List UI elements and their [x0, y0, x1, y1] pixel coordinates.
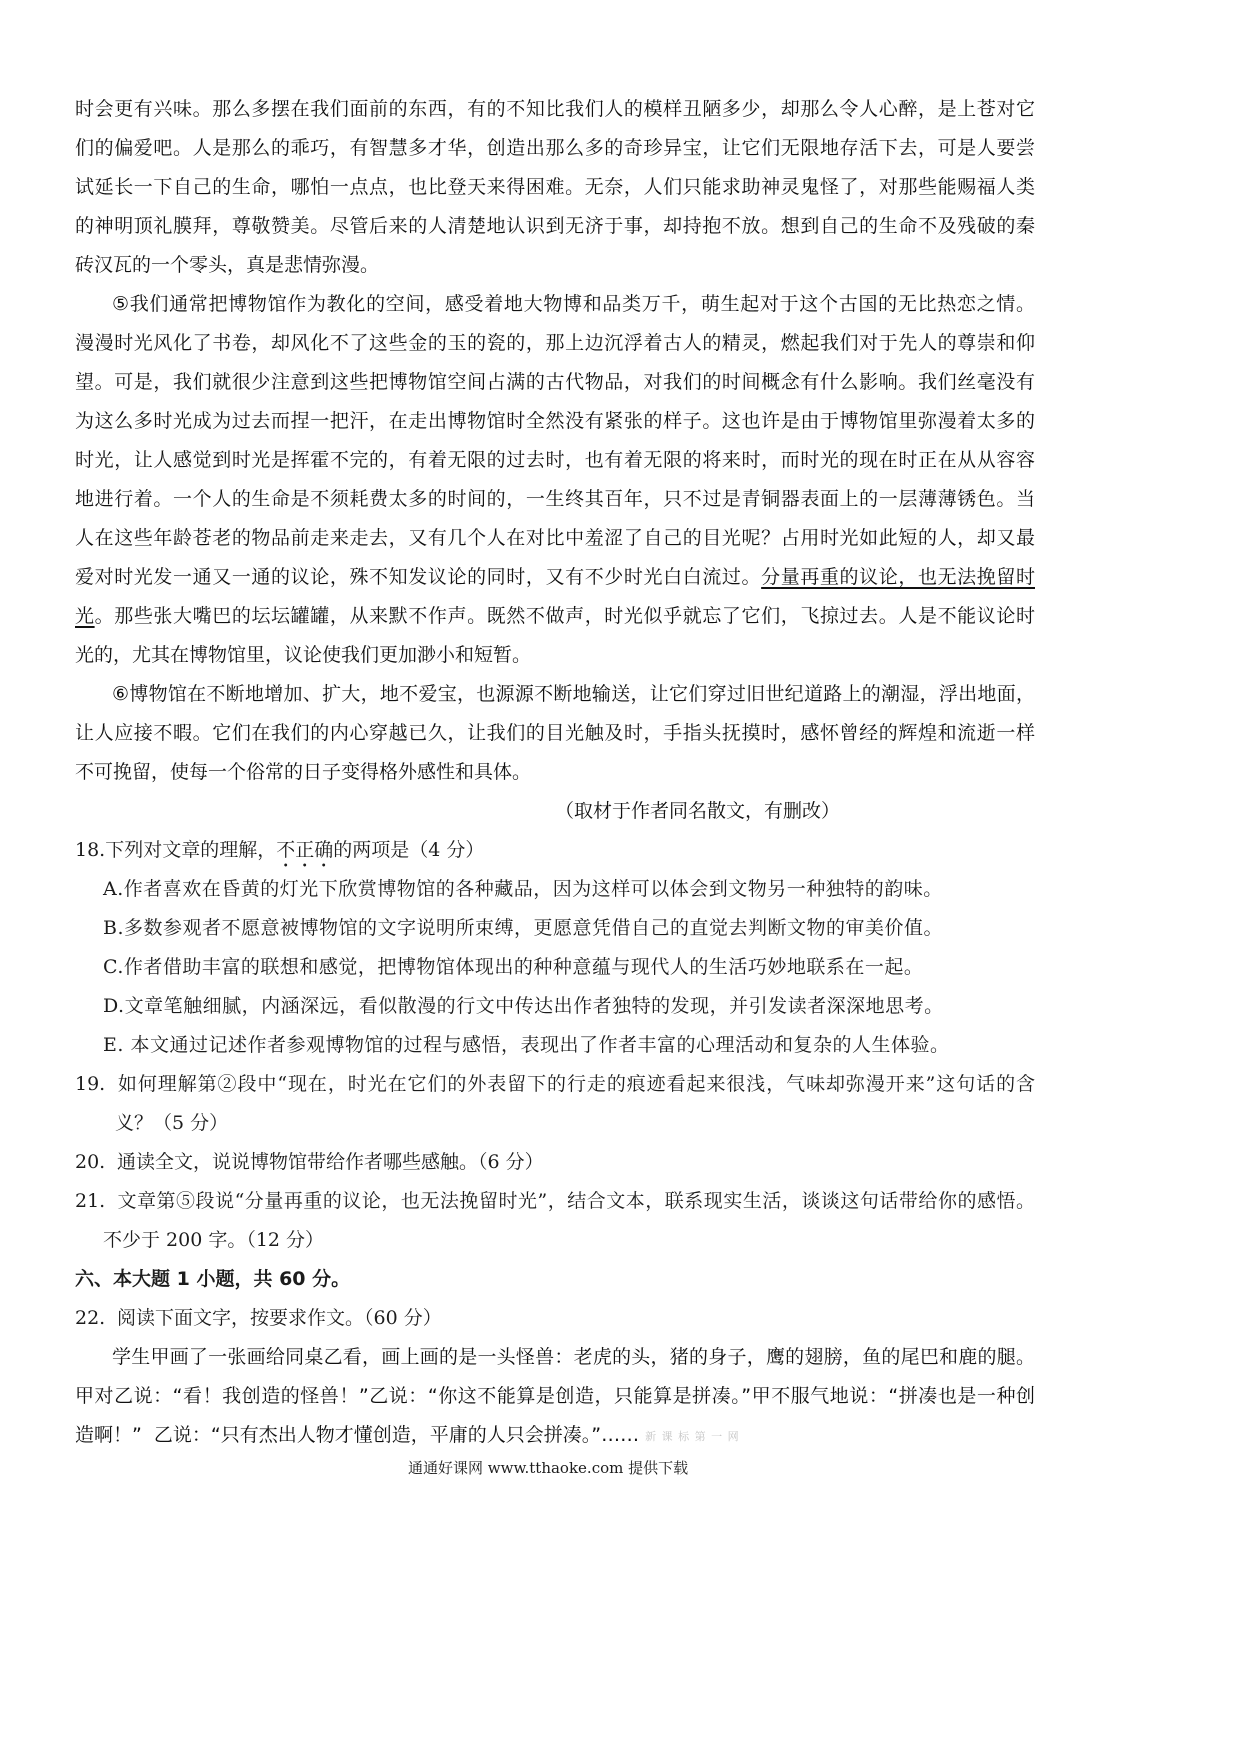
passage-line: 不可挽留，使每一个俗常的日子变得格外感性和具体。 [75, 761, 532, 783]
page-footer: 通通好课网 www.tthaoke.com 提供下载 [408, 1459, 689, 1477]
passage-line: 们的偏爱吧。人是那么的乖巧，有智慧多才华，创造出那么多的奇珍异宝，让它们无限地存活下去，可是人要尝 [75, 137, 1035, 159]
passage-line [75, 558, 1035, 597]
question-21 [75, 1182, 1035, 1221]
watermark: 新 课 标 第 一 网 [645, 1430, 740, 1443]
option-c: C.作者借助丰富的联想和感觉，把博物馆体现出的种种意蕴与现代人的生活巧妙地联系在一起。 [103, 956, 924, 978]
source-note: （取材于作者同名散文，有删改） [555, 800, 841, 822]
essay-prompt-line: 甲对乙说：“看！我创造的怪兽！”乙说：“你这不能算是创造，只能算是拼凑。”甲不服气地说：“拼凑也是一种创 [75, 1385, 1035, 1407]
essay-prompt-text: 造啊！” 乙说：“只有杰出人物才懂创造，平庸的人只会拼凑。”…… [75, 1424, 640, 1446]
question-stem-text: 的两项是（4 分） [333, 839, 485, 861]
passage-line: 的神明顶礼膜拜，尊敬赞美。尽管后来的人清楚地认识到无济于事，却持抱不放。想到自己的生命不及残破的秦 [75, 215, 1035, 237]
passage-line: 光的，尤其在博物馆里，议论使我们更加渺小和短暂。 [75, 644, 532, 666]
question-21-continued: 不少于 200 字。（12 分） [103, 1229, 325, 1251]
paragraph-5-first-line: ⑤我们通常把博物馆作为教化的空间，感受着地大物博和品类万千，萌生起对于这个古国的无比热恋之情。 [112, 293, 1035, 315]
passage-line: 地进行着。一个人的生命是不须耗费太多的时间的，一生终其百年，只不过是青铜器表面上的一层薄薄锈色。当 [75, 488, 1035, 510]
passage-line [75, 597, 1035, 636]
emphasized-text: 不正确 [276, 839, 334, 861]
question-number: 21. [75, 1190, 106, 1212]
question-20 [75, 1143, 1035, 1182]
passage-line: 时光，让人感觉到时光是挥霍不完的，有着无限的过去时，也有着无限的将来时，而时光的现在时正在从从容容 [75, 449, 1035, 471]
underlined-sentence: 分量再重的议论，也无法挽留时 [761, 566, 1035, 588]
passage-line: 时会更有兴味。那么多摆在我们面前的东西，有的不知比我们人的模样丑陋多少，却那么令人心醉，是上苍对它 [75, 98, 1035, 120]
question-22 [75, 1299, 1035, 1338]
option-b: B.多数参观者不愿意被博物馆的文字说明所束缚，更愿意凭借自己的直觉去判断文物的审美价值。 [103, 917, 944, 939]
passage-text: 。那些张大嘴巴的坛坛罐罐，从来默不作声。既然不做声，时光似乎就忘了它们，飞掠过去。人是不能议论时 [94, 605, 1035, 627]
passage-line: 让人应接不暇。它们在我们的内心穿越已久，让我们的目光触及时，手指头抚摸时，感怀曾经的辉煌和流逝一样 [75, 722, 1035, 744]
question-number: 19. [75, 1073, 106, 1095]
question-18-stem [75, 831, 1035, 870]
passage-text: 爱对时光发一通又一通的议论，殊不知发议论的同时，又有不少时光白白流过。 [75, 566, 762, 588]
question-19-continued: 义？（5 分） [115, 1112, 229, 1134]
question-number: 18. [75, 839, 106, 861]
passage-line: 望。可是，我们就很少注意到这些把博物馆空间占满的古代物品，对我们的时间概念有什么影响。我们丝毫没有 [75, 371, 1035, 393]
question-number: 22. [75, 1307, 106, 1329]
passage-line: 为这么多时光成为过去而捏一把汗，在走出博物馆时全然没有紧张的样子。这也许是由于博物馆里弥漫着太多的 [75, 410, 1035, 432]
section-heading: 六、本大题 1 小题，共 60 分。 [75, 1268, 351, 1290]
question-number: 20. [75, 1151, 106, 1173]
passage-line: 试延长一下自己的生命，哪怕一点点，也比登天来得困难。无奈，人们只能求助神灵鬼怪了，对那些能赐福人类 [75, 176, 1035, 198]
essay-prompt-line: 学生甲画了一张画给同桌乙看，画上画的是一头怪兽：老虎的头，猪的身子，鹰的翅膀，鱼的尾巴和鹿的腿。 [112, 1346, 1035, 1368]
question-text: 通读全文，说说博物馆带给作者哪些感触。（6 分） [117, 1151, 544, 1173]
question-stem-text: 下列对文章的理解， [105, 839, 277, 861]
question-text: 文章第⑤段说“分量再重的议论，也无法挽留时光”，结合文本，联系现实生活，谈谈这句话带给你的感悟。 [117, 1190, 1035, 1212]
paragraph-6-first-line: ⑥博物馆在不断地增加、扩大，地不爱宝，也源源不断地输送，让它们穿过旧世纪道路上的潮湿，浮出地面， [112, 683, 1035, 705]
option-a: A.作者喜欢在昏黄的灯光下欣赏博物馆的各种藏品，因为这样可以体会到文物另一种独特的韵味。 [103, 878, 943, 900]
question-text: 如何理解第②段中“现在，时光在它们的外表留下的行走的痕迹看起来很浅，气味却弥漫开来”这句话的含 [117, 1073, 1035, 1095]
question-19 [75, 1065, 1035, 1104]
underlined-sentence: 光 [75, 605, 95, 627]
essay-prompt-line [75, 1416, 1035, 1455]
passage-line: 人在这些年龄苍老的物品前走来走去，又有几个人在对比中羞涩了自己的目光呢？占用时光如此短的人，却又最 [75, 527, 1035, 549]
option-e: E. 本文通过记述作者参观博物馆的过程与感悟，表现出了作者丰富的心理活动和复杂的人生体验。 [103, 1034, 950, 1056]
passage-line: 漫漫时光风化了书卷，却风化不了这些金的玉的瓷的，那上边沉浮着古人的精灵，燃起我们对于先人的尊崇和仰 [75, 332, 1035, 354]
page-content [75, 90, 1035, 1455]
question-text: 阅读下面文字，按要求作文。（60 分） [117, 1307, 442, 1329]
passage-line: 砖汉瓦的一个零头，真是悲情弥漫。 [75, 254, 380, 276]
option-d: D.文章笔触细腻，内涵深远，看似散漫的行文中传达出作者独特的发现，并引发读者深深地思考。 [103, 995, 944, 1017]
